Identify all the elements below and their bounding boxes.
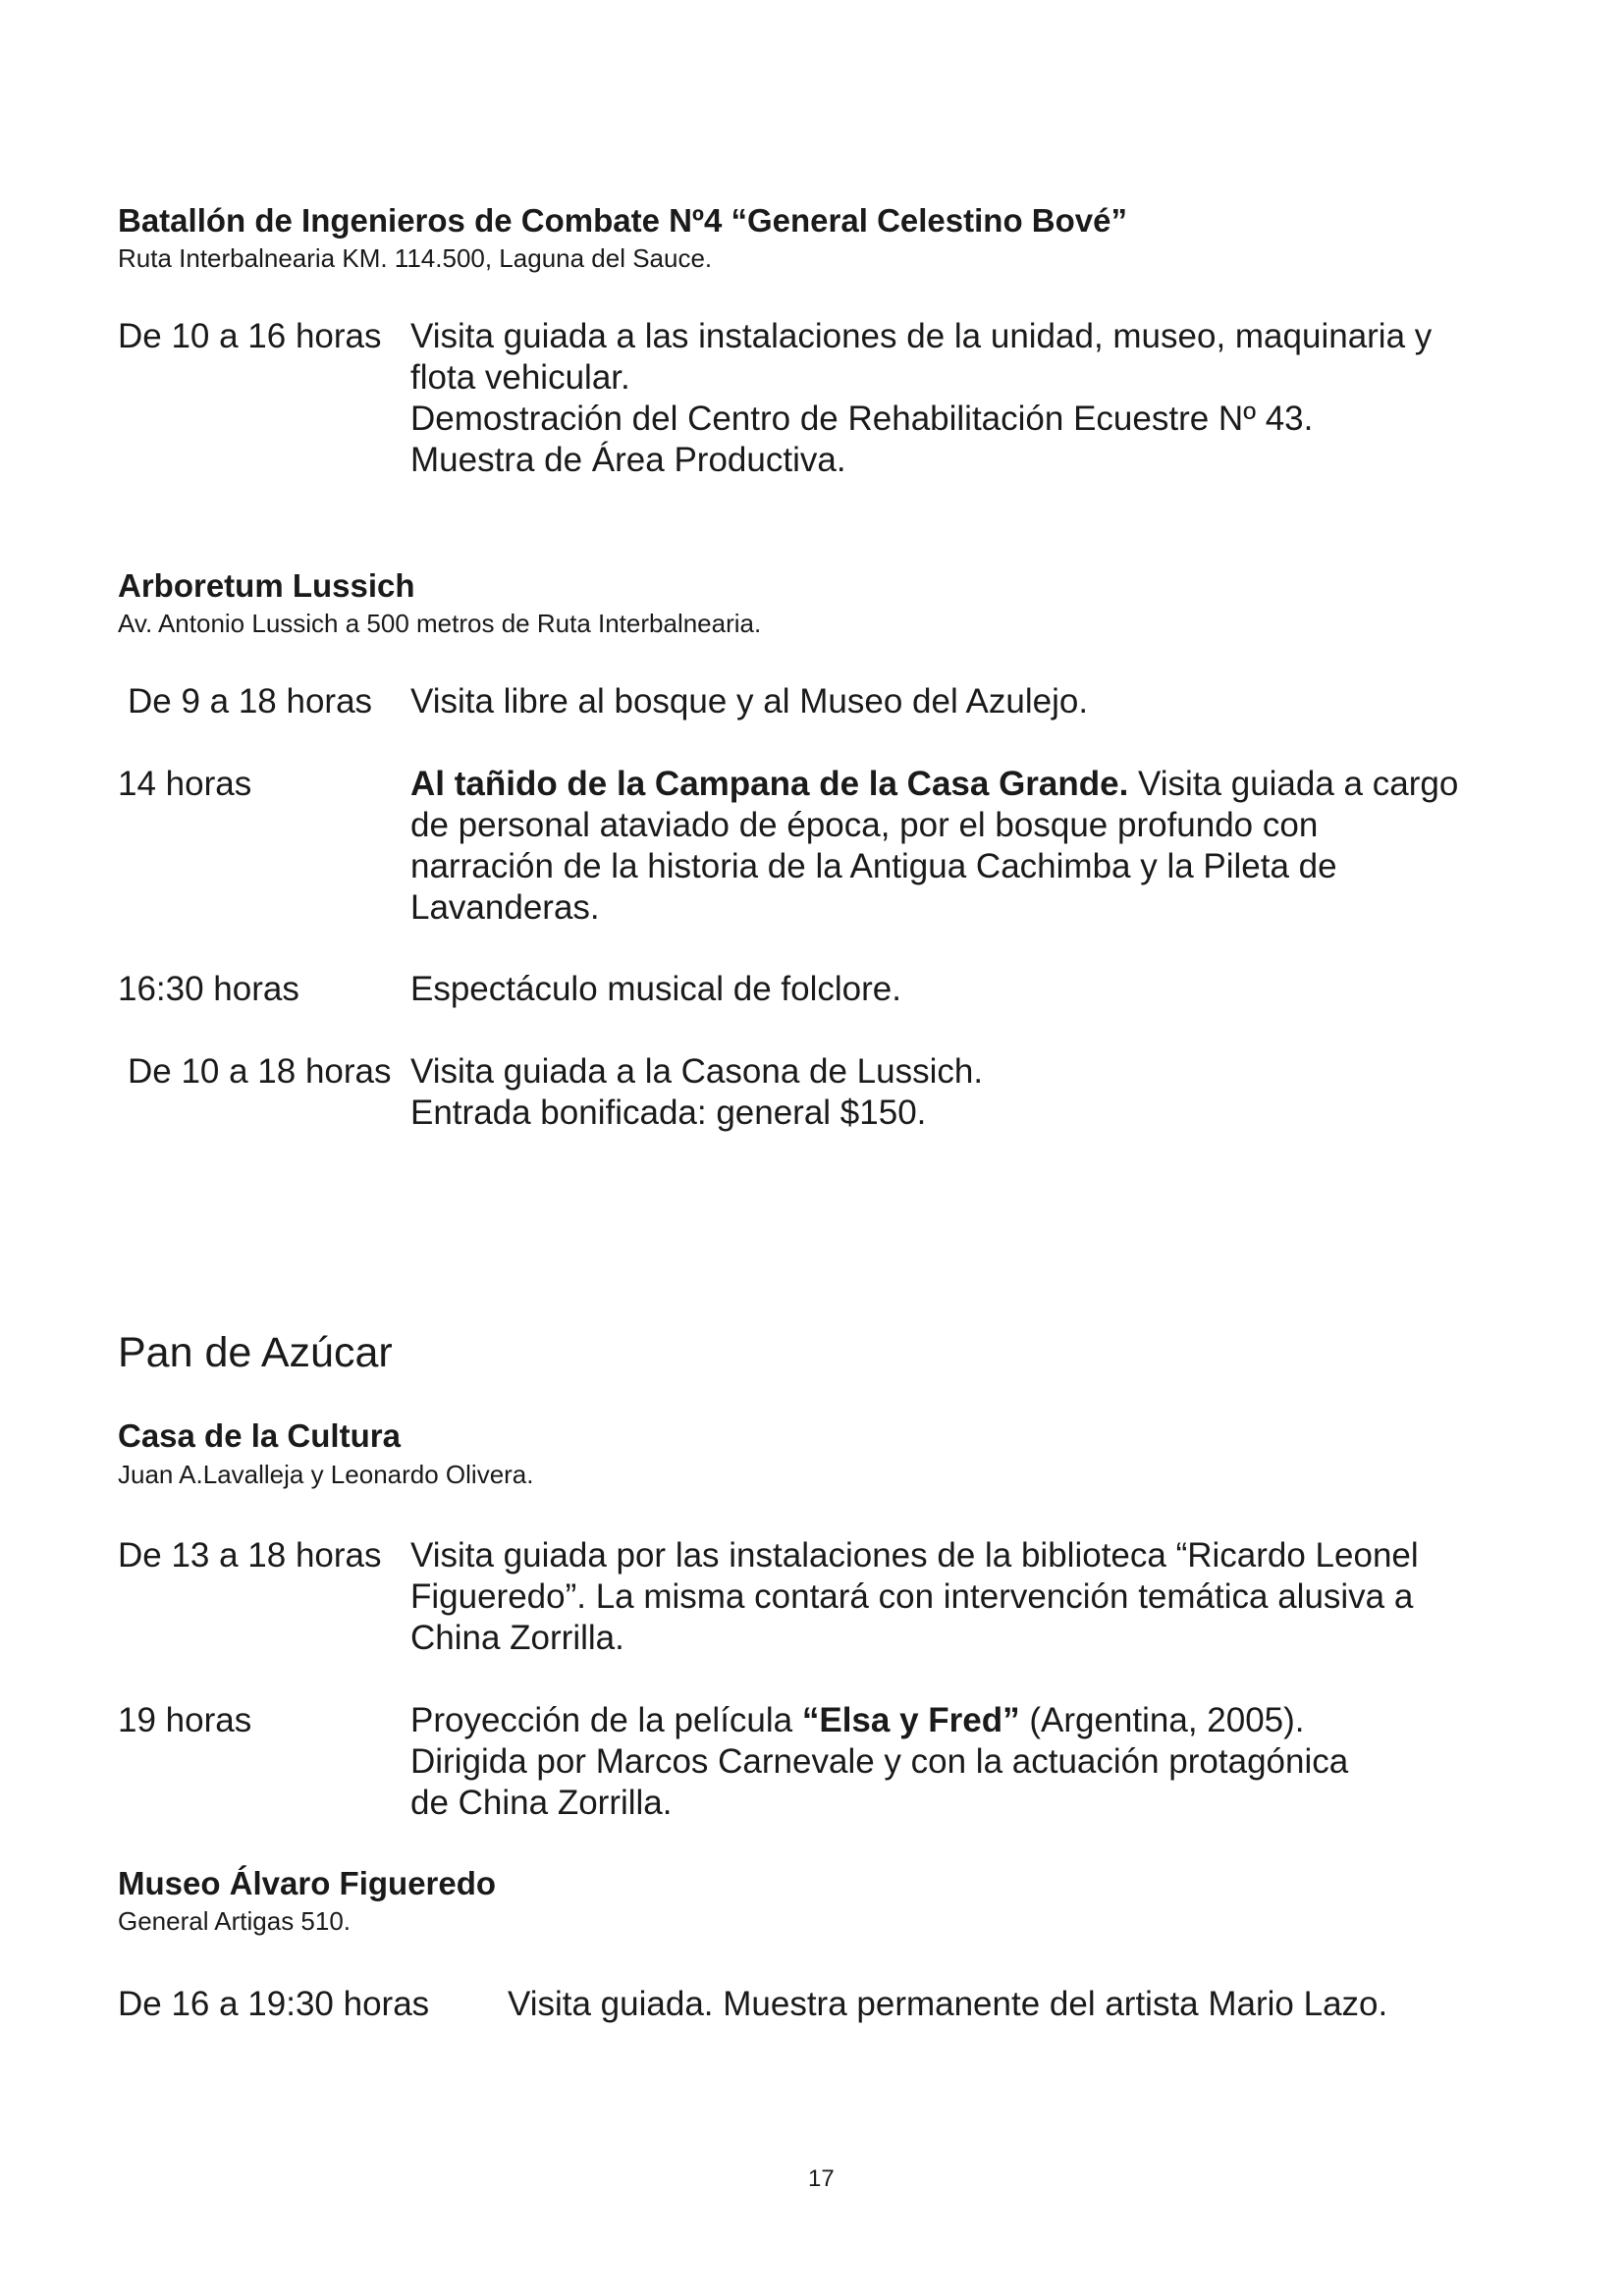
venue-title: Batallón de Ingenieros de Combate Nº4 “General Celestino Bové” [118, 202, 1127, 239]
event-description [410, 316, 1432, 481]
venue-title: Museo Álvaro Figueredo [118, 1865, 497, 1901]
event-description-line: Lavanderas. [410, 888, 600, 927]
venue-address: General Artigas 510. [118, 1906, 352, 1936]
venue-address: Av. Antonio Lussich a 500 metros de Ruta Interbalnearia. [118, 609, 762, 638]
event-description-line: Visita guiada a la Casona de Lussich. [410, 1052, 984, 1091]
venue-title: Arboretum Lussich [118, 567, 415, 604]
venue-title: Casa de la Cultura [118, 1417, 401, 1454]
event-description-text: Proyección de la película [410, 1701, 802, 1739]
event-time: De 9 a 18 horas [128, 682, 373, 721]
event-description-line: Visita guiada. Muestra permanente del artista Mario Lazo. [508, 1985, 1388, 2023]
event-description-line [410, 764, 1458, 805]
event-description-line: Demostración del Centro de Rehabilitación Ecuestre Nº 43. [410, 400, 1314, 438]
event-description-line: flota vehicular. [410, 358, 630, 397]
event-description-text: Visita guiada a cargo [1128, 765, 1459, 803]
venue-address: Juan A.Lavalleja y Leonardo Olivera. [118, 1460, 534, 1489]
section-heading: Pan de Azúcar [118, 1329, 393, 1376]
event-description-text: (Argentina, 2005). [1019, 1701, 1305, 1739]
event-highlight: Al tañido de la Campana de la Casa Grande. [410, 765, 1129, 803]
event-description-line: Muestra de Área Productiva. [410, 441, 846, 479]
event-description-line: Dirigida por Marcos Carnevale y con la actuación protagónica [410, 1742, 1349, 1781]
event-description-line: Entrada bonificada: general $150. [410, 1094, 927, 1132]
event-description [410, 1535, 1419, 1659]
event-description-line: Espectáculo musical de folclore. [410, 970, 901, 1008]
event-time: De 13 a 18 horas [118, 1536, 382, 1575]
event-description [410, 1700, 1348, 1824]
event-time: 16:30 horas [118, 970, 299, 1008]
event-description-line: Visita libre al bosque y al Museo del Azulejo. [410, 682, 1089, 721]
event-time: 14 horas [118, 765, 252, 803]
venue-address: Ruta Interbalnearia KM. 114.500, Laguna del Sauce. [118, 243, 713, 273]
event-description-line [410, 1700, 1348, 1741]
event-description [410, 764, 1458, 929]
event-description [508, 1984, 1387, 2025]
event-description-line: Visita guiada a las instalaciones de la unidad, museo, maquinaria y [410, 317, 1433, 355]
event-description-line: China Zorrilla. [410, 1619, 624, 1657]
event-description-line: narración de la historia de la Antigua Cachimba y la Pileta de [410, 847, 1337, 885]
event-description [410, 681, 1088, 722]
event-time: De 10 a 18 horas [128, 1052, 392, 1091]
page-number: 17 [808, 2165, 835, 2192]
event-description-line: Visita guiada por las instalaciones de la biblioteca “Ricardo Leonel [410, 1536, 1419, 1575]
event-description [410, 969, 901, 1010]
event-description [410, 1051, 983, 1134]
event-time: 19 horas [118, 1701, 252, 1739]
event-time: De 16 a 19:30 horas [118, 1985, 430, 2023]
event-description-line: de personal ataviado de época, por el bosque profundo con [410, 806, 1319, 844]
event-description-line: Figueredo”. La misma contará con intervención temática alusiva a [410, 1577, 1414, 1616]
event-description-line: de China Zorrilla. [410, 1784, 673, 1822]
event-time: De 10 a 16 horas [118, 317, 382, 355]
film-title: “Elsa y Fred” [801, 1701, 1020, 1739]
